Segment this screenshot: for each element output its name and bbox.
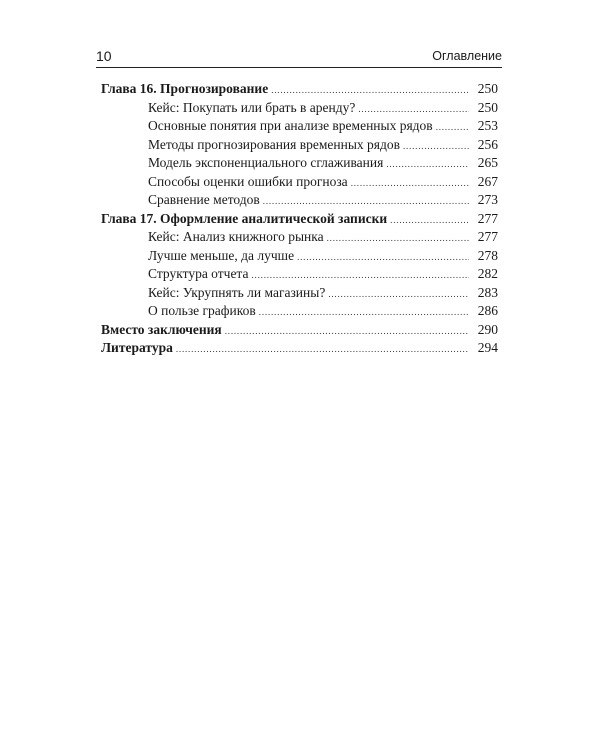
toc-entry-section (101, 284, 498, 303)
toc-entry-page: 250 (477, 99, 498, 115)
dot-leader (225, 322, 469, 341)
dot-leader (390, 211, 469, 230)
toc-entry-section (101, 154, 498, 173)
dot-leader (351, 174, 469, 193)
toc-entry-page: 277 (477, 229, 498, 244)
dot-leader (403, 137, 469, 156)
dot-leader (252, 266, 470, 285)
toc-entry-section (101, 247, 498, 266)
toc-entry-title: Кейс: Покупать или брать в аренду? (148, 99, 356, 115)
toc-entry-section (101, 191, 498, 210)
toc-entry-section (101, 117, 498, 136)
toc-entry-title: Вместо заключения (101, 321, 222, 337)
dot-leader (259, 303, 469, 322)
toc-entry-title: Кейс: Анализ книжного рынка (148, 229, 324, 244)
toc-entry-title: Сравнение методов (148, 192, 260, 207)
toc-entry-page: 250 (477, 81, 498, 96)
dot-leader (271, 81, 469, 100)
page-number: 10 (96, 48, 112, 64)
toc-entry-section (101, 302, 498, 321)
toc-entry-page: 294 (477, 340, 498, 355)
page-header (96, 48, 502, 68)
toc-entry-page: 277 (477, 210, 498, 226)
toc-entry-page: 253 (477, 118, 498, 133)
toc-entry-page: 290 (477, 321, 498, 337)
toc-entry-page: 265 (477, 155, 498, 170)
toc-entry-page: 278 (477, 247, 498, 263)
dot-leader (386, 155, 469, 174)
dot-leader (328, 285, 469, 304)
toc-entry-page: 273 (477, 192, 498, 207)
dot-leader (297, 248, 469, 267)
toc-entry-chapter (101, 80, 498, 99)
toc-entry-title: Способы оценки ошибки прогноза (148, 173, 348, 189)
toc-entry-title: Лучше меньше, да лучше (148, 247, 295, 263)
toc-entry-title: Модель экспоненциального сглаживания (148, 155, 384, 170)
toc-entry-title: Литература (101, 340, 173, 355)
toc-entry-section (101, 99, 498, 118)
toc-entry-title: О пользе графиков (148, 303, 256, 318)
toc-entry-page: 286 (477, 303, 498, 318)
toc-entry-chapter (101, 321, 498, 340)
toc-entry-chapter (101, 210, 498, 229)
toc-entry-title: Методы прогнозирования временных рядов (148, 136, 400, 152)
dot-leader (436, 118, 469, 137)
toc-entry-section (101, 265, 498, 284)
running-title: Оглавление (432, 49, 502, 63)
toc-entry-title: Структура отчета (148, 266, 249, 281)
toc-entry-title: Основные понятия при анализе временных рядов (148, 118, 433, 133)
toc-entry-page: 267 (477, 173, 498, 189)
toc-entry-title: Глава 17. Оформление аналитической записки (101, 210, 388, 226)
toc-entry-chapter (101, 339, 498, 358)
toc-entry-page: 256 (477, 136, 498, 152)
toc-entry-title: Глава 16. Прогнозирование (101, 81, 269, 96)
dot-leader (176, 340, 469, 359)
toc-entry-section (101, 173, 498, 192)
toc-entry-page: 282 (477, 266, 498, 281)
dot-leader (263, 192, 469, 211)
toc-entry-page: 283 (477, 284, 498, 300)
toc-entry-section (101, 136, 498, 155)
table-of-contents (101, 80, 498, 358)
dot-leader (327, 229, 469, 248)
dot-leader (358, 100, 469, 119)
header-rule (96, 67, 502, 68)
toc-entry-title: Кейс: Укрупнять ли магазины? (148, 284, 326, 300)
toc-entry-section (101, 228, 498, 247)
